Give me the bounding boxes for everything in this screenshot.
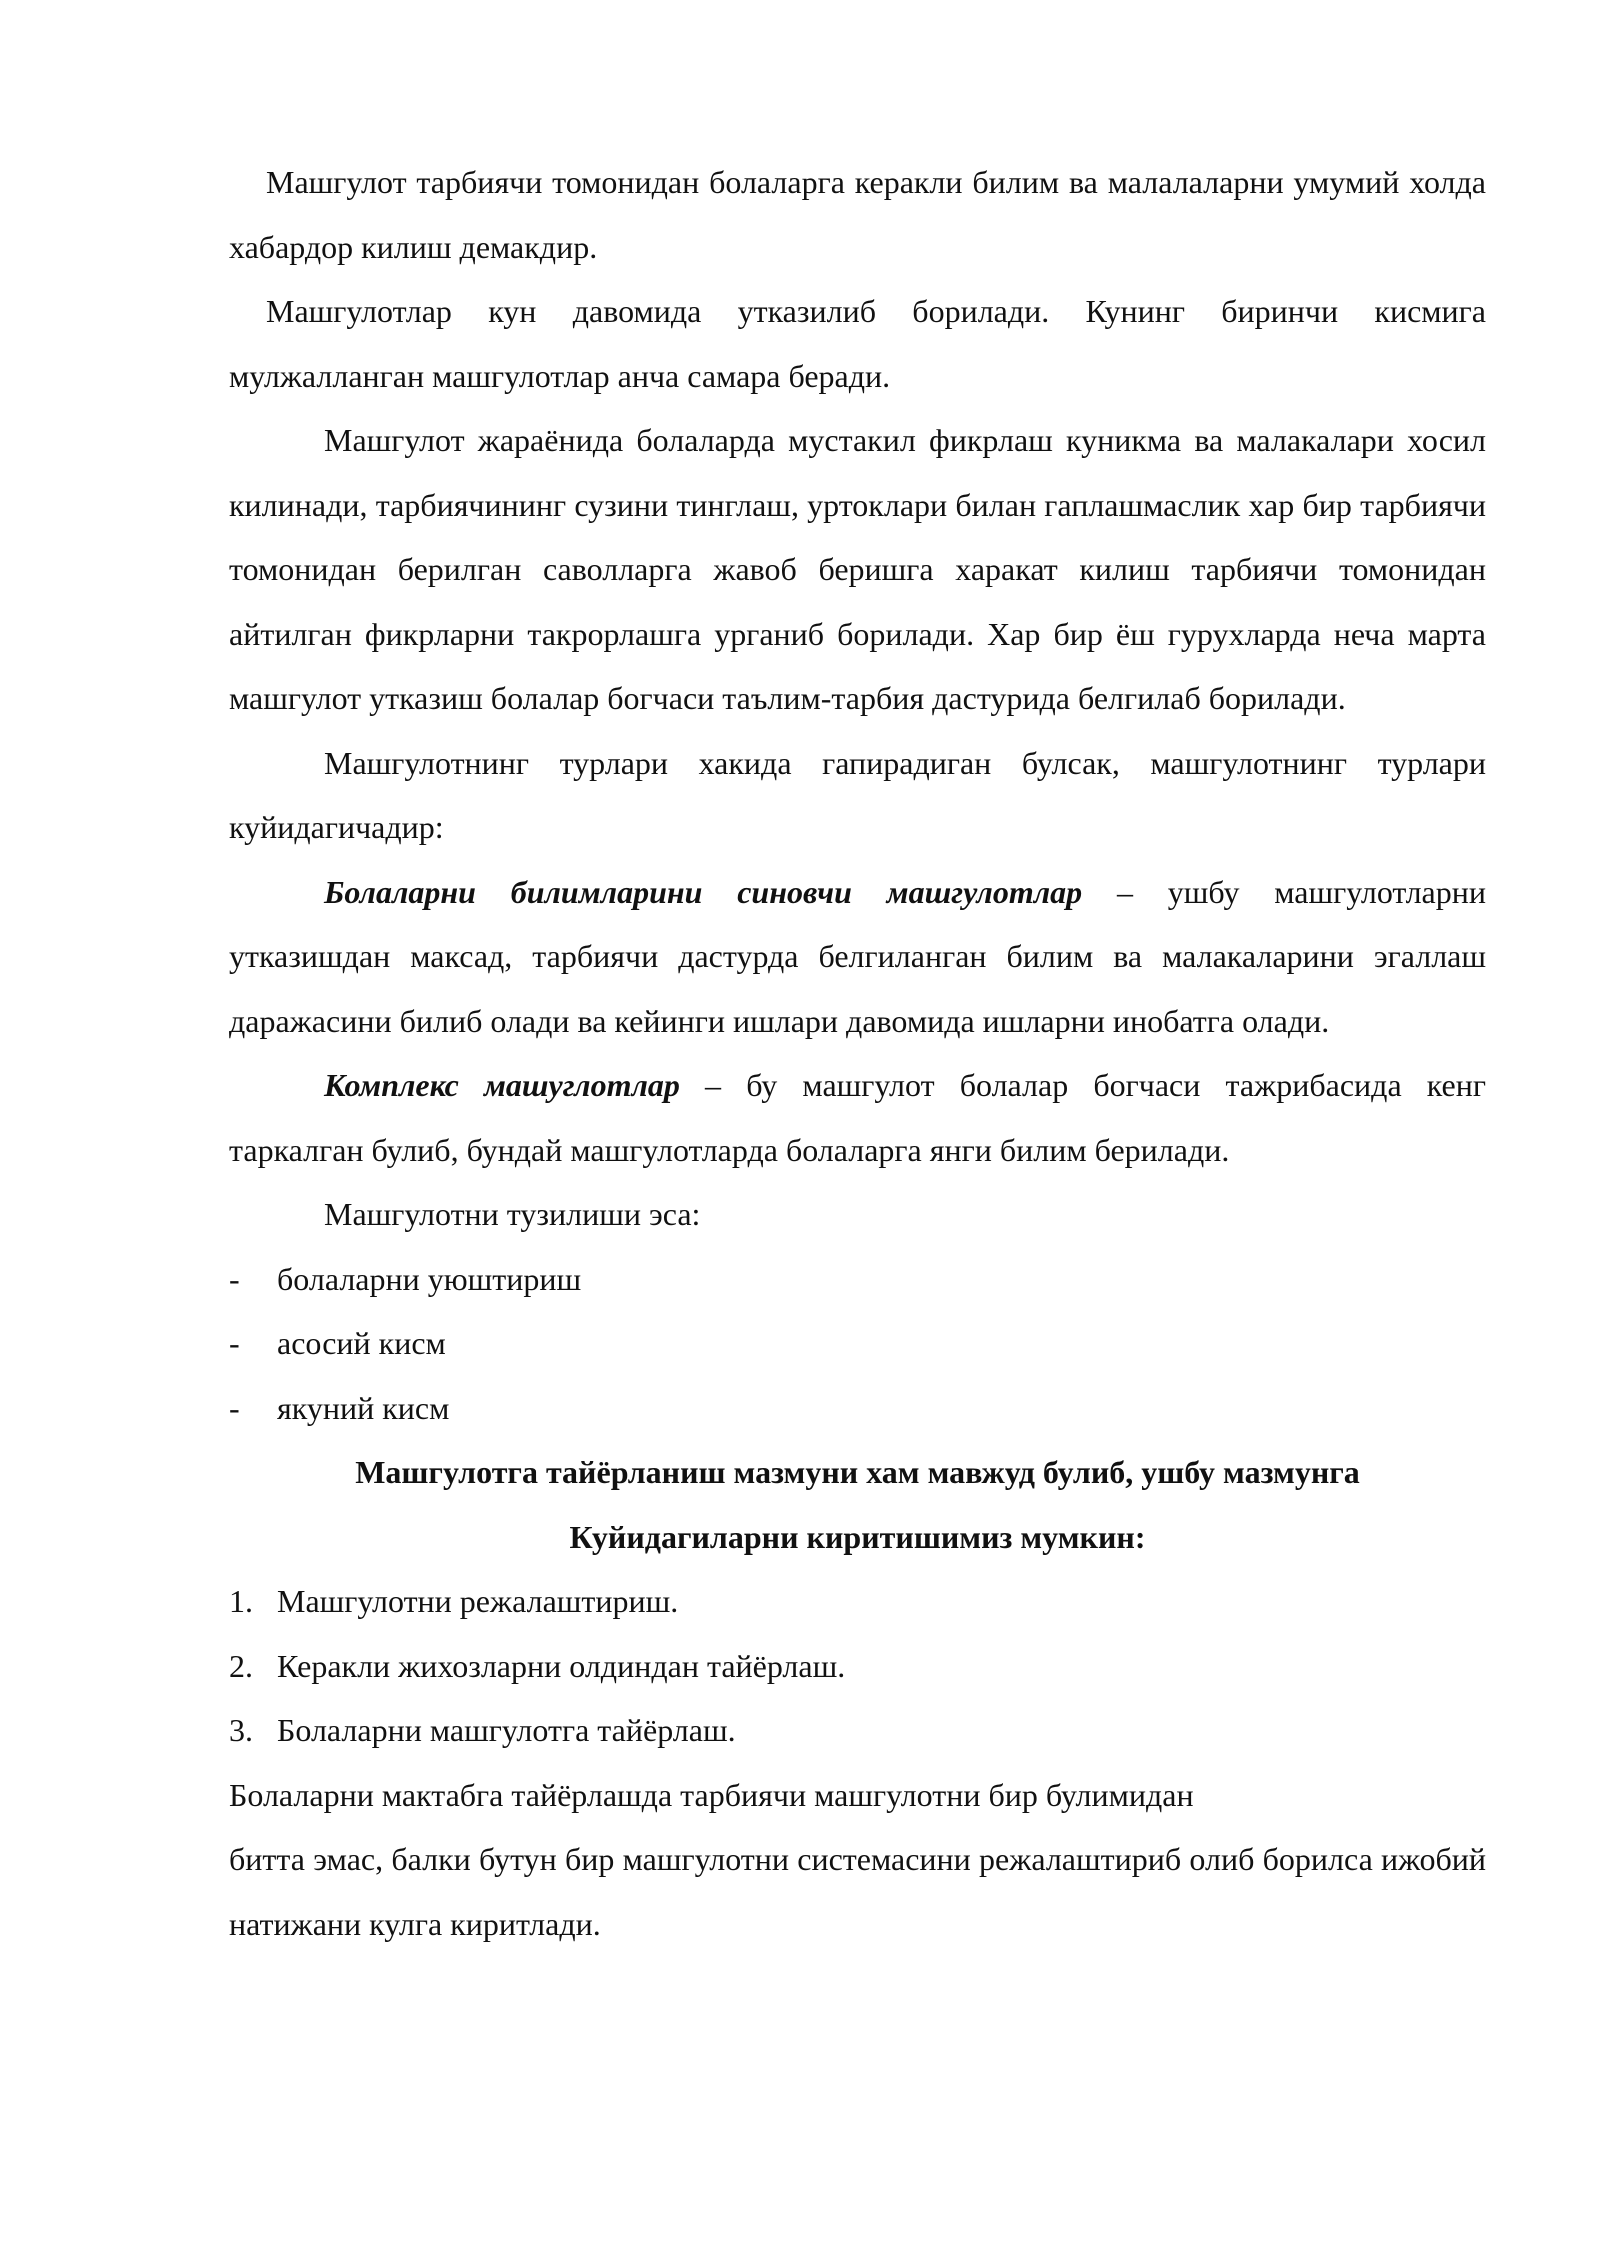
paragraph-lesson-process: Машгулот жараёнида болаларда мустакил фикрлаш куникма ва малакалари хосил килинади, тарбиячининг сузини тинглаш, уртоклари билан гаплашмаслик хар бир тарбиячи томонидан берилган саволларга жавоб беришга харакат килиш тарбиячи томонидан айтилган фикрларни такрорлашга урганиб борилади. Хар бир ёш гурухларда неча марта машгулот утказиш болалар богчаси таълим-тарбия дастурида белгилаб борилади. <box>229 422 1486 716</box>
preparation-steps-list <box>229 1569 1486 1763</box>
list-marker: 2. <box>229 1647 253 1684</box>
list-item-text: Керакли жихозларни олдиндан тайёрлаш. <box>277 1647 846 1684</box>
paragraph-testing-lessons <box>229 860 1486 1054</box>
list-item <box>229 1698 1486 1763</box>
paragraph-lesson-types-intro: Машгулотнинг турлари хакида гапирадиган булсак, машгулотнинг турлари куйидагичадир: <box>229 744 1486 845</box>
list-marker: - <box>229 1389 240 1426</box>
term-testing-lessons: Болаларни билимларини синовчи машгулотлар <box>324 873 1083 910</box>
list-marker: - <box>229 1325 240 1361</box>
paragraph-lesson-schedule: Машгулотлар кун давомида утказилиб борилади. Кунинг биринчи кисмига мулжалланган машгулотлар анча самара беради. <box>229 293 1486 394</box>
list-marker: 1. <box>229 1583 253 1619</box>
list-item <box>229 1376 1486 1441</box>
paragraph-complex-lessons <box>229 1053 1486 1182</box>
list-marker: - <box>229 1260 240 1297</box>
testing-lessons-description: – ушбу машгулотларни утказишдан максад, тарбиячи дастурда белгиланган билим ва малакаларини эгаллаш даражасини билиб олади ва кейинги ишлари давомида ишларни инобатга олади. <box>229 873 1487 1039</box>
heading-line-1: Машгулотга тайёрланиш мазмуни хам мавжуд булиб, ушбу мазмунга <box>355 1454 1360 1490</box>
closing-line-1: Болаларни мактабга тайёрлашда тарбиячи машгулотни бир булимидан <box>229 1776 1194 1813</box>
list-item <box>229 1311 1486 1376</box>
paragraph-structure-intro: Машгулотни тузилиши эса: <box>324 1196 701 1232</box>
paragraph-lesson-definition: Машгулот тарбиячи томонидан болаларга керакли билим ва малалаларни умумий холда хабардор килиш демакдир. <box>229 164 1486 265</box>
list-item <box>229 1634 1486 1699</box>
closing-paragraph: битта эмас, балки бутун бир машгулотни системасини режалаштириб олиб борилса ижобий натижани кулга киритлади. <box>229 1841 1486 1942</box>
list-item-text: Болаларни машгулотга тайёрлаш. <box>277 1712 736 1748</box>
list-marker: 3. <box>229 1712 253 1748</box>
term-complex-lessons: Комплекс машуглотлар <box>324 1067 680 1103</box>
list-item-text: якуний кисм <box>277 1389 450 1426</box>
document-body <box>229 150 1486 1956</box>
list-item-text: болаларни уюштириш <box>277 1260 582 1297</box>
structure-list <box>229 1247 1486 1441</box>
list-item-text: Машгулотни режалаштириш. <box>277 1583 679 1619</box>
section-heading <box>229 1440 1486 1569</box>
heading-line-2: Куйидагиларни киритишимиз мумкин: <box>569 1518 1146 1555</box>
list-item <box>229 1247 1486 1312</box>
list-item <box>229 1569 1486 1634</box>
list-item-text: асосий кисм <box>277 1325 446 1361</box>
complex-lessons-description: – бу машгулот болалар богчаси тажрибасида кенг таркалган булиб, бундай машгулотларда болаларга янги билим берилади. <box>229 1067 1487 1168</box>
